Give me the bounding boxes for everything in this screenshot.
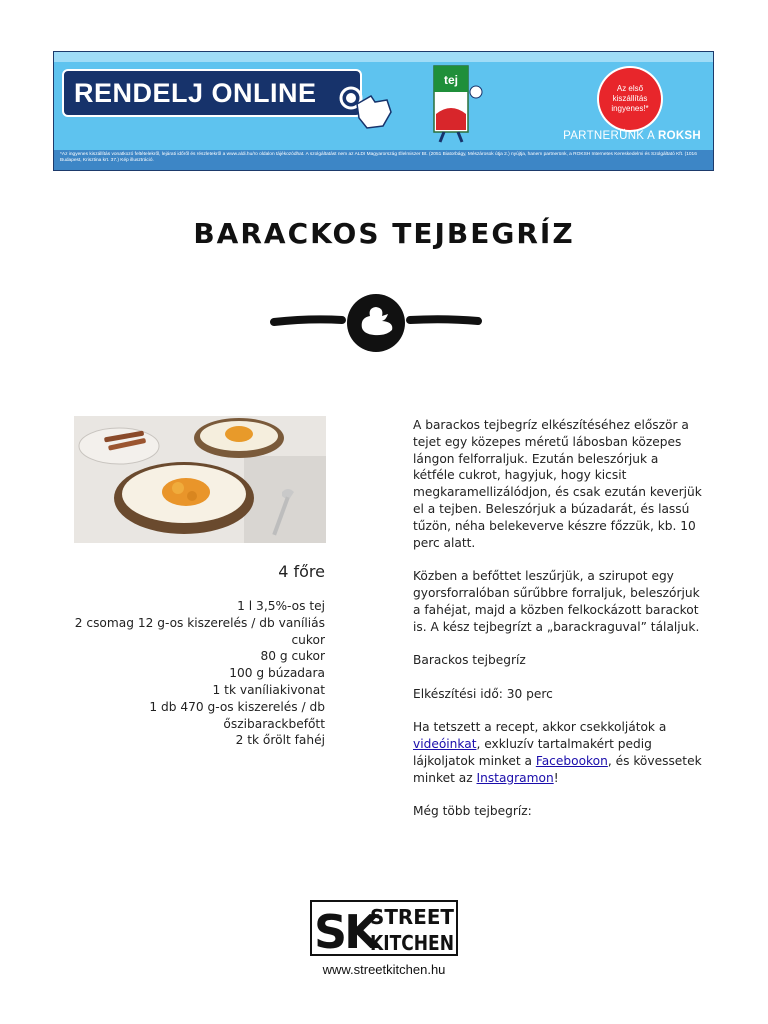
prep-time: Elkészítési idő: 30 perc [413, 686, 553, 701]
social-call-to-action: Ha tetszett a recept, akkor csekkoljátok a videóinkat, exkluzív tartalmakért pedig lájkoljatok minket a Facebookon, és kövessetek minket az Instagramon! [413, 720, 702, 785]
videos-link[interactable]: videóinkat [413, 737, 477, 752]
milk-carton-icon [424, 62, 489, 144]
ad-banner[interactable] [53, 51, 714, 171]
ingredient-line: 2 csomag 12 g-os kiszerelés / db vaníliás [74, 615, 325, 630]
servings: 4 főre [278, 562, 325, 581]
banner-stripe [54, 52, 713, 62]
order-online-button[interactable]: RENDELJ ONLINE [62, 69, 362, 117]
ingredient-line: 1 db 470 g-os kiszerelés / db [149, 699, 325, 714]
recipe-instructions [413, 417, 703, 837]
ingredient-line: 80 g cukor [260, 649, 325, 664]
facebook-link[interactable]: Facebookon [535, 753, 608, 768]
ingredient-line: őszibarackbefőtt [223, 716, 325, 731]
ingredient-list [55, 598, 325, 749]
ingredient-line: 100 g búzadara [229, 666, 325, 681]
svg-text:KITCHEN: KITCHEN [370, 931, 454, 955]
recipe-name: Barackos tejbegríz [413, 653, 526, 668]
svg-text:STREET: STREET [370, 905, 455, 929]
product-label: tej [443, 73, 459, 87]
ingredient-line: cukor [291, 632, 325, 647]
website-url[interactable]: www.streetkitchen.hu [322, 962, 446, 977]
partner-brand: ROKSH [657, 130, 701, 142]
svg-text:SK: SK [314, 905, 377, 959]
instruction-paragraph: Közben a befőttet leszűrjük, a szirupot egy gyorsforralóban sűrűbbre forraljuk, beleszórjuk a fahéjat, majd a közben felkockázott barackot is. A kész tejbegrízt a „barackraguval” tálaljuk. [413, 569, 700, 634]
ingredient-line: 2 tk őrölt fahéj [235, 733, 325, 748]
rubber-duck-divider-icon [270, 290, 482, 356]
recipe-title: BARACKOS TEJBEGRÍZ [193, 217, 575, 250]
pointing-hand-icon [337, 82, 397, 132]
free-delivery-badge: Az első kiszállítás ingyenes!* [599, 68, 661, 130]
banner-fineprint: *Az ingyenes kiszállítás vonatkozó feltételekről, lejárati időről és részletekről a www.aldi.hu/ro oldalon tájékozódhat. A szolgáltatást nem az ALDI Magyarország Élelmiszer Bt. (2051 Biatorbágy, Mészárosok útja 2.) nyújtja, hanem partnerünk, a ROKSH Internetes Kereskedelmi és Szolgáltató Kft. (1016 Budapest, Krisztina krt. 37.) Kép illusztráció. [54, 150, 713, 170]
partner-label: PARTNERÜNK A ROKSH [563, 130, 701, 142]
ingredient-line: 1 l 3,5%-os tej [237, 599, 325, 613]
street-kitchen-logo[interactable] [310, 900, 458, 959]
instagram-link[interactable]: Instagramon [476, 770, 554, 785]
more-recipes-label: Még több tejbegríz: [413, 804, 532, 819]
instruction-paragraph: A barackos tejbegríz elkészítéséhez először a tejet egy közepes méretű lábosban közepes lángon felforraljuk. Ezután beleszórjuk a kétféle cukrot, hagyjuk, hogy kicsit megkaramellizálódjon, és csak ezután keverjük el a tejben. Beleszórjuk a búzadarát, és lassú tűzön, néha belekeverve készre főzzük, kb. 10 perc alatt. [413, 418, 702, 550]
ingredient-line: 1 tk vaníliakivonat [212, 682, 325, 697]
recipe-photo [74, 416, 326, 543]
